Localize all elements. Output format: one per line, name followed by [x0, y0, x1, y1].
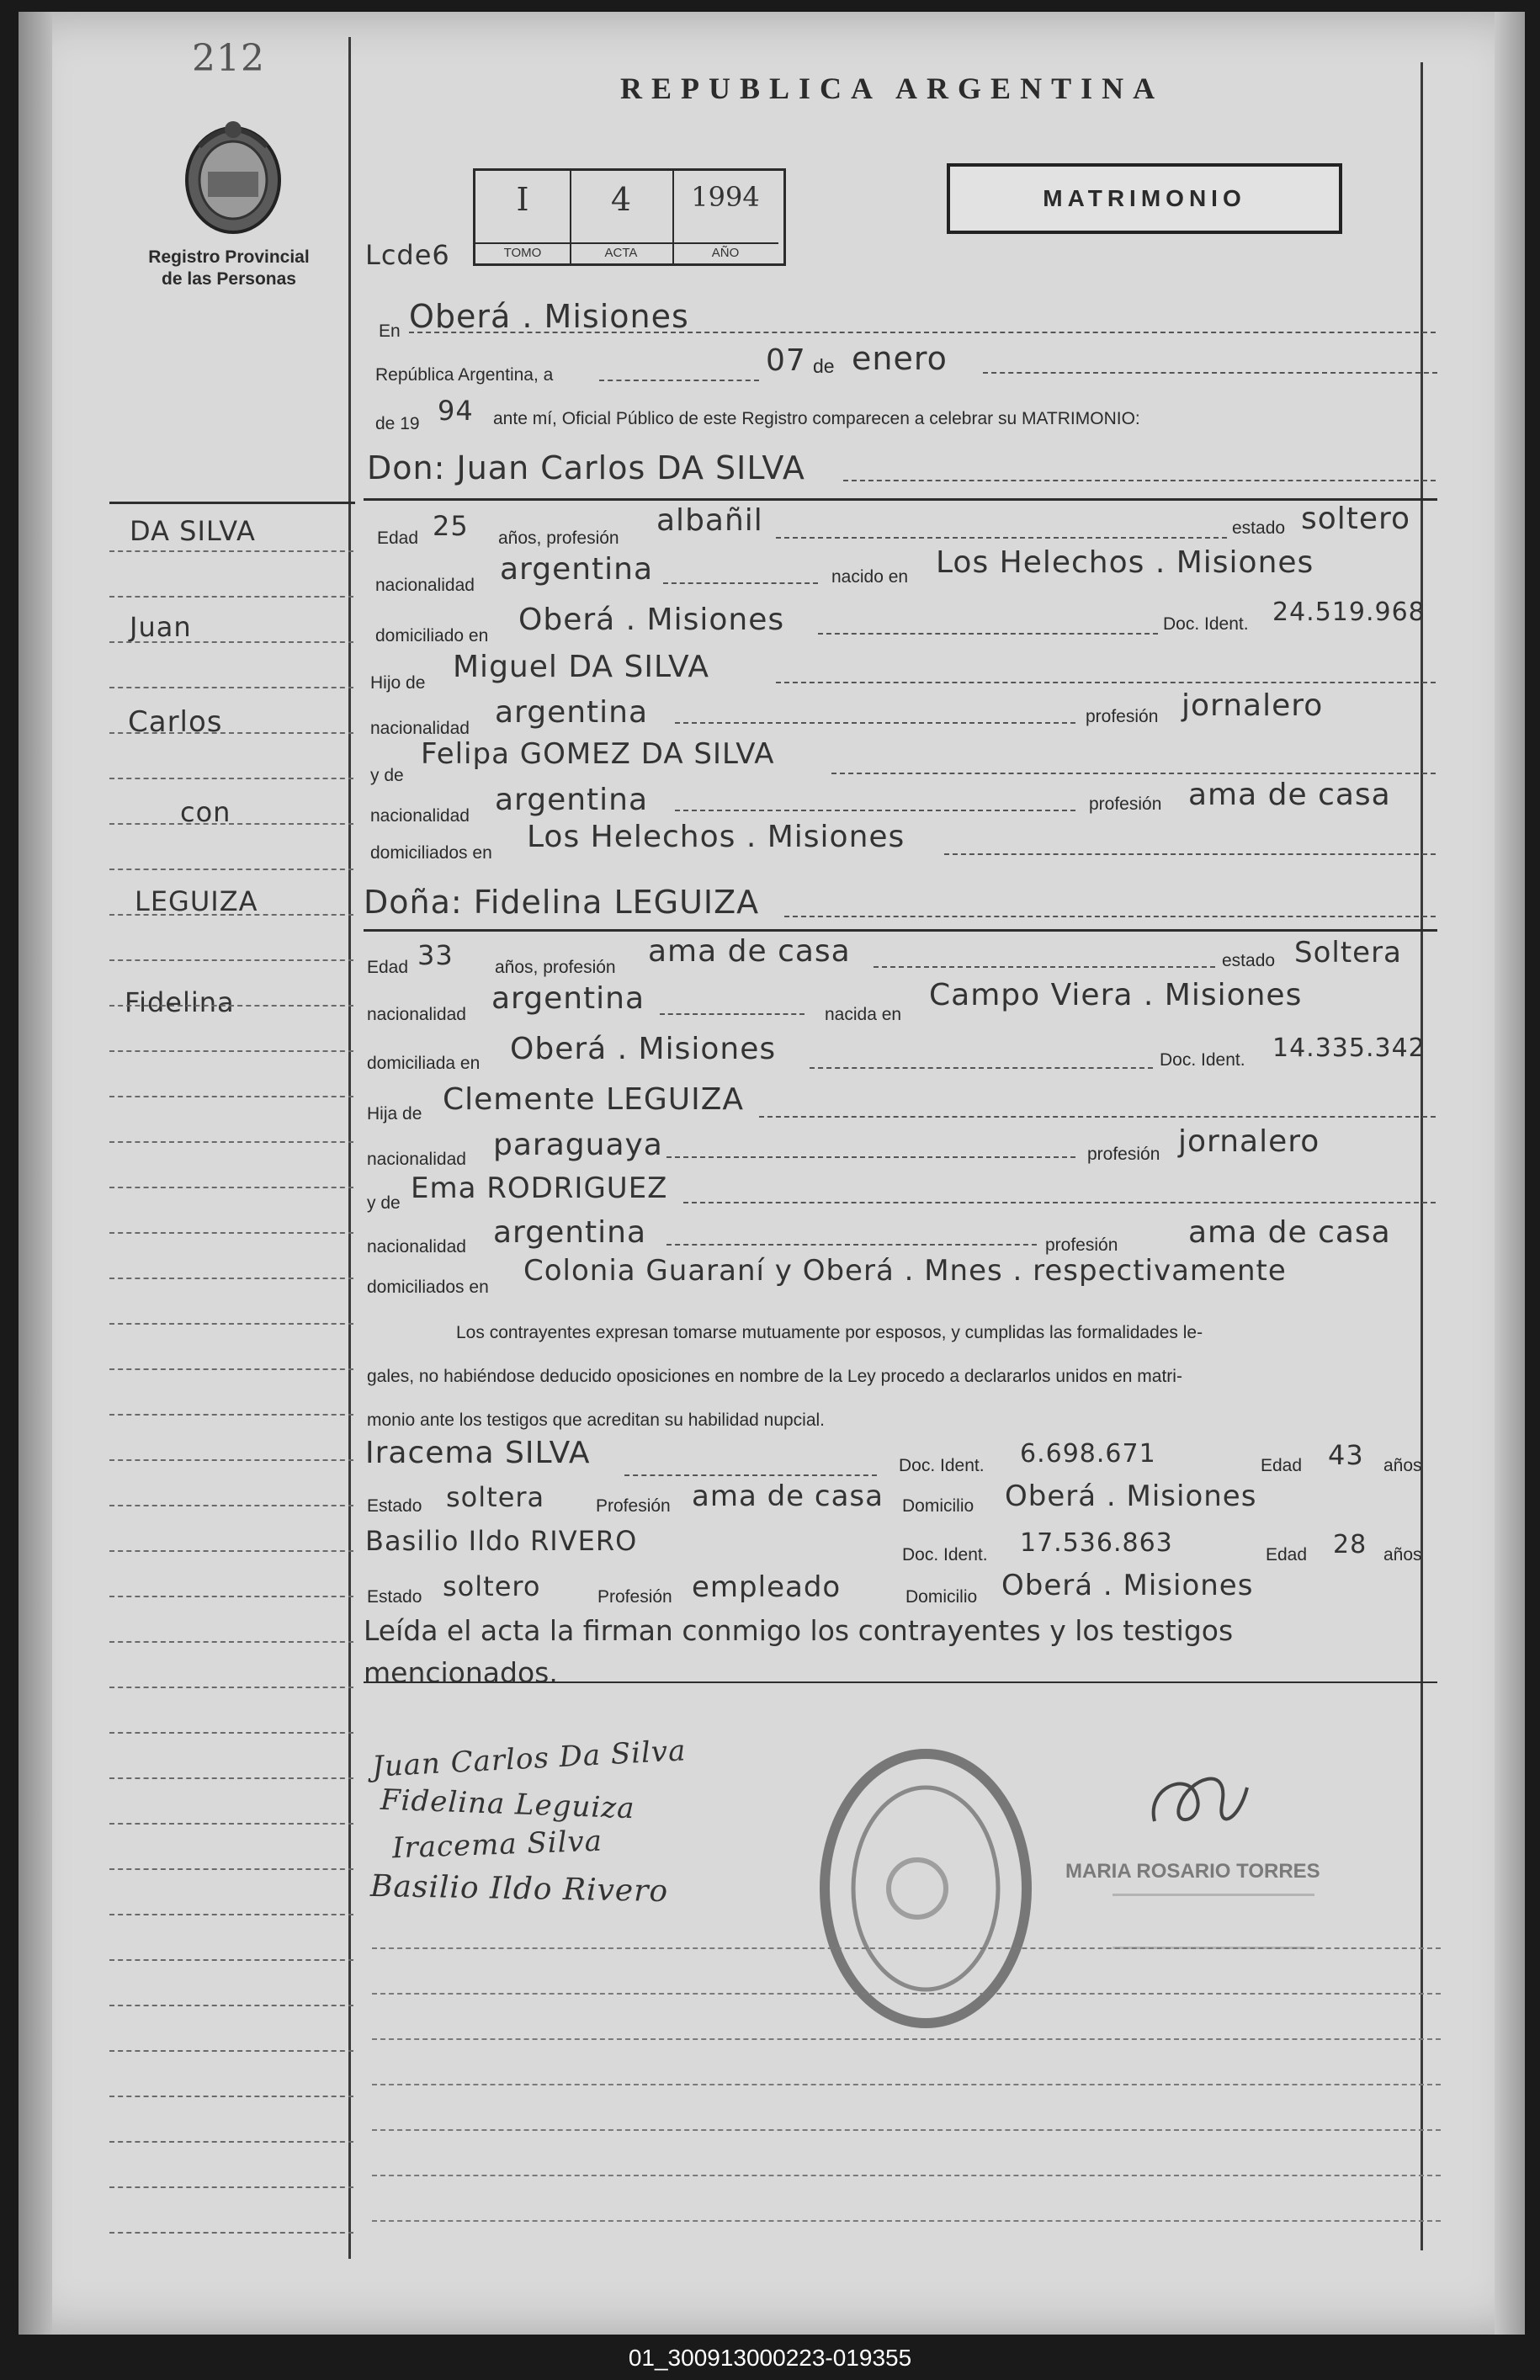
acta-cell	[570, 171, 674, 263]
page-number: 212	[192, 37, 265, 80]
margin-firstname-groom: Juan	[130, 611, 192, 643]
right-ruled-line	[372, 2175, 1441, 2176]
groom-dom-line	[818, 633, 1158, 635]
anio-cell	[672, 171, 778, 263]
right-ruled-line	[372, 2038, 1441, 2040]
left-ruled-line	[109, 1505, 353, 1506]
stamp-lines	[1113, 1894, 1314, 1949]
groom-dom-label: domiciliado en	[375, 626, 489, 645]
groom-madre-nac-label: nacionalidad	[370, 806, 470, 826]
witness2-doc-label: Doc. Ident.	[902, 1545, 988, 1565]
left-ruled-line	[109, 1868, 353, 1870]
left-ruled-line	[109, 2096, 353, 2097]
bride-dom-label: domiciliada en	[367, 1054, 481, 1073]
bride-nac: argentina	[491, 981, 645, 1016]
groom-madre-prof-label: profesión	[1089, 794, 1162, 814]
bride-madre-line	[683, 1202, 1436, 1203]
witness2-name: Basilio Ildo RIVERO	[365, 1525, 638, 1557]
witness1-doc-label: Doc. Ident.	[899, 1456, 985, 1475]
groom-nac: argentina	[500, 552, 654, 587]
registry-line1: Registro Provincial	[148, 247, 310, 267]
day-line-left	[599, 380, 759, 381]
declaration-line2: gales, no habiéndose deducido oposiciones en nombre de la Ley procedo a declararlos unidos en matri-	[367, 1367, 1182, 1386]
left-ruled-line	[109, 2050, 353, 2052]
margin-con: con	[180, 796, 231, 828]
left-ruled-line	[109, 1732, 353, 1734]
left-ruled-line	[109, 1914, 353, 1915]
declaration-line3: monio ante los testigos que acreditan su habilidad nupcial.	[367, 1410, 826, 1430]
witness2-dom-label: Domicilio	[905, 1587, 978, 1607]
bride-doc: 14.335.342	[1272, 1033, 1426, 1063]
closing-line1: Leída el acta la firman conmigo los contrayentes y los testigos	[364, 1614, 1234, 1647]
year: 94	[438, 395, 474, 427]
bride-estado: Soltera	[1294, 936, 1402, 970]
intro-statement: ante mí, Oficial Público de este Registro comparecen a celebrar su MATRIMONIO:	[493, 409, 1140, 428]
left-ruled-line	[109, 1096, 353, 1097]
bride-madre-prof: ama de casa	[1188, 1215, 1391, 1250]
right-ruled-line	[372, 2220, 1441, 2222]
witness1-name: Iracema SILVA	[365, 1436, 591, 1470]
left-ruled-line	[109, 778, 353, 779]
witness1-prof: ama de casa	[692, 1480, 884, 1513]
month: enero	[852, 340, 948, 377]
groom-dom-padres-line	[944, 853, 1436, 855]
groom-prof-line	[776, 537, 1227, 539]
left-ruled-line	[109, 641, 353, 643]
bride-name-underline	[784, 916, 1436, 917]
groom-madre-line	[831, 773, 1436, 774]
right-ruled-line	[372, 2129, 1441, 2131]
signature-groom: Juan Carlos Da Silva	[371, 1734, 688, 1784]
left-ruled-line	[109, 1687, 353, 1688]
de19-label: de 19	[375, 414, 420, 433]
left-column-rule	[348, 37, 351, 2259]
left-ruled-line	[109, 687, 353, 688]
groom-padre-nac-label: nacionalidad	[370, 719, 470, 738]
en-label: En	[379, 321, 401, 341]
left-ruled-line	[109, 1141, 353, 1143]
bride-dom-line	[810, 1067, 1153, 1069]
left-ruled-line	[109, 596, 353, 598]
groom-padre: Miguel DA SILVA	[453, 650, 710, 684]
witness1-estado: soltera	[446, 1481, 545, 1513]
witness2-prof-label: Profesión	[597, 1587, 672, 1607]
bride-edad-label: Edad	[367, 958, 409, 977]
witness2-dom: Oberá . Misiones	[1001, 1569, 1254, 1602]
bride-name-line	[364, 884, 759, 921]
groom-profesion: albañil	[656, 503, 763, 538]
official-seal	[816, 1745, 1035, 2032]
groom-name-line	[367, 449, 805, 486]
witness1-edad-label: Edad	[1261, 1456, 1303, 1475]
margin-firstname-bride: Fidelina	[125, 986, 235, 1018]
margin-surname-groom: DA SILVA	[130, 515, 256, 547]
register-page	[19, 12, 1525, 2335]
document-type-box	[947, 163, 1342, 234]
stamp-text: MARIA ROSARIO TORRES	[1065, 1860, 1320, 1883]
groom-padre-nac: argentina	[495, 695, 649, 730]
left-header-rule	[109, 502, 355, 504]
witness1-anios-label: años	[1383, 1456, 1422, 1475]
month-line	[983, 372, 1437, 374]
left-ruled-line	[109, 2232, 353, 2234]
witness2-edad-label: Edad	[1266, 1545, 1308, 1565]
document-type: MATRIMONIO	[1043, 185, 1246, 211]
groom-dom-padres-label: domiciliados en	[370, 843, 492, 863]
bride-name: Fidelina LEGUIZA	[473, 884, 760, 921]
anio-value: 1994	[691, 181, 760, 213]
groom-estado: soltero	[1301, 502, 1411, 536]
signature-witness1: Iracema Silva	[391, 1824, 603, 1866]
right-ruled-line	[372, 1947, 1441, 1949]
witness1-doc: 6.698.671	[1020, 1439, 1156, 1469]
groom-dom: Oberá . Misiones	[518, 603, 785, 637]
witness1-edad: 43	[1328, 1439, 1364, 1471]
bride-padre-prof: jornalero	[1178, 1124, 1320, 1159]
official-rubric	[1138, 1754, 1256, 1846]
witness2-estado-label: Estado	[367, 1587, 422, 1607]
anio-label: AÑO	[672, 242, 778, 260]
registry-line2: de las Personas	[162, 269, 296, 289]
bride-madre: Ema RODRIGUEZ	[411, 1171, 668, 1205]
groom-name-underline	[843, 480, 1436, 481]
place-line	[409, 332, 1436, 333]
bride-prof-line	[874, 966, 1215, 968]
witness1-dom: Oberá . Misiones	[1005, 1480, 1257, 1513]
groom-nacido: Los Helechos . Misiones	[936, 545, 1314, 580]
right-margin-rule	[1421, 62, 1423, 2250]
left-ruled-line	[109, 1641, 353, 1643]
groom-padre-prof-label: profesión	[1086, 707, 1159, 726]
left-ruled-line	[109, 2186, 353, 2188]
bride-padre-line	[759, 1116, 1436, 1118]
groom-padre-nac-line	[675, 722, 1075, 724]
witness1-prof-label: Profesión	[596, 1496, 671, 1516]
bride-madre-prof-label: profesión	[1045, 1235, 1118, 1255]
witness2-edad: 28	[1333, 1530, 1367, 1559]
left-ruled-line	[109, 1777, 353, 1779]
left-ruled-line	[109, 2005, 353, 2006]
left-ruled-line	[109, 1823, 353, 1825]
left-ruled-line	[109, 732, 353, 734]
tomo-cell	[475, 171, 571, 263]
right-ruled-line	[372, 2084, 1441, 2085]
groom-hijo-label: Hijo de	[370, 673, 426, 693]
groom-madre-nac: argentina	[495, 783, 649, 817]
bride-nac-label: nacionalidad	[367, 1005, 466, 1024]
groom-madre-prof: ama de casa	[1188, 778, 1391, 812]
bride-edad: 33	[417, 939, 454, 971]
bride-nacida: Campo Viera . Misiones	[929, 978, 1303, 1012]
bride-madre-nac: argentina	[493, 1215, 647, 1250]
bride-rule	[364, 929, 1437, 932]
tomo-label: TOMO	[475, 242, 570, 260]
bride-anios-label: años, profesión	[495, 958, 616, 977]
left-ruled-line	[109, 869, 353, 870]
groom-padre-line	[776, 682, 1436, 683]
record-table	[473, 168, 786, 266]
groom-anios-label: años, profesión	[498, 529, 619, 548]
margin-note: Lcde6	[365, 239, 450, 271]
margin-secondname-groom: Carlos	[128, 705, 223, 739]
left-ruled-line	[109, 1596, 353, 1597]
tomo-value: I	[516, 181, 529, 218]
left-ruled-line	[109, 550, 353, 552]
groom-padre-prof: jornalero	[1182, 688, 1324, 723]
groom-rule	[364, 498, 1437, 501]
groom-doc-label: Doc. Ident.	[1163, 614, 1249, 634]
dona-label: Doña:	[364, 884, 463, 921]
bride-nacida-label: nacida en	[825, 1005, 902, 1024]
republica-label: República Argentina, a	[375, 365, 554, 385]
provincial-emblem	[178, 113, 288, 239]
witness2-prof: empleado	[692, 1570, 842, 1604]
left-ruled-line	[109, 914, 353, 916]
de-label: de	[813, 355, 835, 377]
country-title: REPUBLICA ARGENTINA	[620, 72, 1165, 105]
left-ruled-line	[109, 1232, 353, 1234]
bride-doc-label: Doc. Ident.	[1160, 1050, 1245, 1070]
left-ruled-line	[109, 1368, 353, 1370]
place: Oberá . Misiones	[409, 298, 689, 335]
witness2-doc: 17.536.863	[1020, 1528, 1173, 1558]
bride-padre-nac-line	[666, 1156, 1075, 1158]
acta-value: 4	[610, 181, 632, 218]
groom-nac-label: nacionalidad	[375, 576, 475, 595]
groom-edad-label: Edad	[377, 529, 419, 548]
bride-hija-label: Hija de	[367, 1104, 422, 1124]
closing-rule	[364, 1681, 1437, 1683]
don-label: Don:	[367, 449, 446, 486]
image-id: 01_300913000223-019355	[628, 2345, 912, 2371]
margin-surname-bride: LEGUIZA	[135, 885, 258, 917]
bride-padre-prof-label: profesión	[1087, 1145, 1160, 1164]
groom-doc: 24.519.968	[1272, 598, 1426, 627]
signature-bride: Fidelina Leguiza	[380, 1782, 636, 1826]
bride-dom: Oberá . Misiones	[510, 1032, 777, 1066]
groom-nac-line	[663, 582, 818, 584]
bride-estado-label: estado	[1222, 951, 1276, 970]
left-ruled-line	[109, 1050, 353, 1052]
left-ruled-line	[109, 1005, 353, 1007]
day: 07	[766, 343, 806, 378]
bride-padre-nac: paraguaya	[493, 1128, 663, 1162]
bride-madre-nac-line	[666, 1244, 1037, 1246]
witness2-anios-label: años	[1383, 1545, 1422, 1565]
page-edge	[1495, 12, 1525, 2335]
left-ruled-line	[109, 823, 353, 825]
book-spine	[19, 12, 52, 2335]
bride-profesion: ama de casa	[648, 934, 851, 969]
groom-edad: 25	[433, 510, 469, 542]
groom-name: Juan Carlos DA SILVA	[456, 449, 805, 486]
bride-madre-nac-label: nacionalidad	[367, 1237, 466, 1256]
signature-witness2: Basilio Ildo Rivero	[369, 1868, 669, 1910]
declaration-line1: Los contrayentes expresan tomarse mutuamente por esposos, y cumplidas las formalidades le-	[456, 1323, 1203, 1342]
bride-yde-label: y de	[367, 1193, 401, 1213]
acta-label: ACTA	[570, 242, 672, 260]
groom-yde-label: y de	[370, 766, 404, 785]
witness1-estado-label: Estado	[367, 1496, 422, 1516]
groom-dom-padres: Los Helechos . Misiones	[527, 820, 905, 854]
left-ruled-line	[109, 1278, 353, 1279]
bride-padre-nac-label: nacionalidad	[367, 1150, 466, 1169]
bride-nac-line	[660, 1013, 805, 1015]
groom-madre: Felipa GOMEZ DA SILVA	[421, 737, 775, 771]
right-ruled-line	[372, 1993, 1441, 1995]
bride-dom-padres-label: domiciliados en	[367, 1278, 489, 1297]
left-ruled-line	[109, 1959, 353, 1961]
groom-estado-label: estado	[1232, 518, 1286, 538]
bride-padre: Clemente LEGUIZA	[443, 1082, 744, 1117]
left-ruled-line	[109, 1414, 353, 1416]
left-ruled-line	[109, 1459, 353, 1461]
closing-line2: mencionados.	[364, 1656, 558, 1689]
left-ruled-line	[109, 1550, 353, 1552]
groom-madre-nac-line	[675, 810, 1075, 811]
witness1-dom-label: Domicilio	[902, 1496, 974, 1516]
left-ruled-line	[109, 1187, 353, 1188]
witness2-estado: soltero	[443, 1570, 541, 1602]
bride-dom-padres: Colonia Guaraní y Oberá . Mnes . respectivamente	[523, 1254, 1287, 1288]
witness1-name-line	[624, 1474, 877, 1476]
left-ruled-line	[109, 1323, 353, 1325]
left-ruled-line	[109, 959, 353, 961]
left-ruled-line	[109, 2141, 353, 2143]
groom-nacido-label: nacido en	[831, 567, 909, 587]
